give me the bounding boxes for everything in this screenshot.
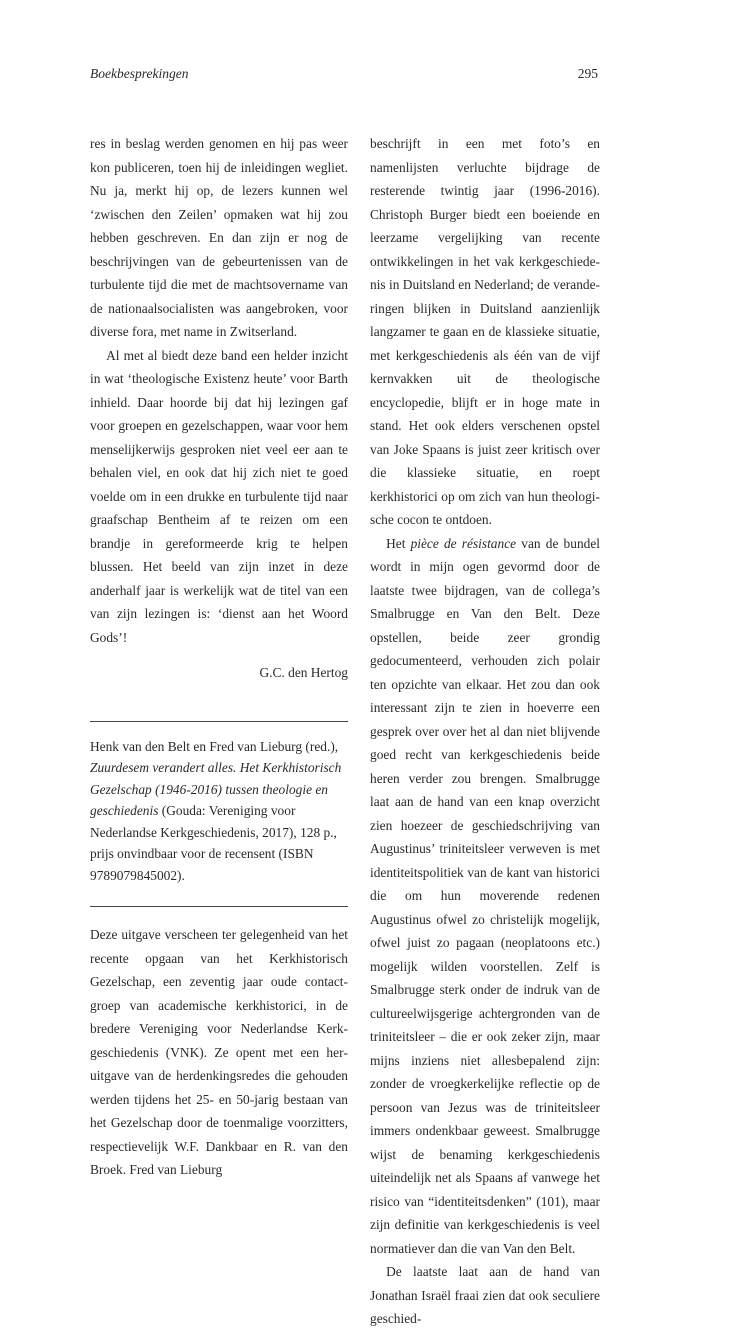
- book-authors: Henk van den Belt en Fred van Lieburg (red.),: [90, 738, 339, 754]
- section-title: Boekbesprekingen: [90, 66, 189, 81]
- text-run: van de bundel wordt in mijn ogen gevormd door de laatste twee bijdragen, van de collega’s Smalbrugge en Van den Belt. Deze opstellen, beide zeer grondig gedocumenteerd, verhouden zich polair ten opzichte van elkaar. Het zou dan ook interessant zijn te zien in hoeverre een gesprek over over het al dan niet blijvende goed recht van kerkgeschiedenis beide heren verder zou brengen. Smalbrugge laat aan de hand van een knap overzicht zien hoezeer de geschiedschrijving van Augustinus’ triniteitsleer verweven is met identiteitspolitiek van de kant van historici die om hun moverende redenen Augustinus ofwel zo christelijk mogelijk, ofwel juist zo pagaan (neoplatoons etc.) mogelijk wilden voorstellen. Zelf is Smalbrugge sterk onder de indruk van de cultureelwijsgerige achtergronden van de triniteitsleer – die er ook zeker zijn, maar mijns inziens niet allesbepalend zijn: zonder de vroegkerkelijke reflectie op de persoon van Jezus was de triniteitsleer immers ondenkbaar geweest. Smalbrugge wijst de benaming kerkgeschiedenis uiteindelijk net als Spaans af vanwege het risico van “identiteitsdenken” (101), maar zijn definitie van kerkgeschiedenis is veel normatiever dan die van Van den Belt.: [370, 535, 600, 1256]
- paragraph-continuation: res in beslag werden genomen en hij pas weer kon publiceren, toen hij de inleidingen wegliet. Nu ja, merkt hij op, de lezers kunnen wel ‘zwischen den Zeilen’ opmaken wat hij zou hebben geschreven. En dan zijn er nog de beschrijvingen van de gebeurtenissen van de turbulente tijd die met de machtsovername van de nationaalsocialisten was aangebroken, voor diverse fora, met name in Zwitserland.: [90, 136, 348, 339]
- page-number: 295: [577, 66, 598, 81]
- right-column: [370, 132, 600, 1331]
- paragraph-barth-conclusion: Al met al biedt deze band een helder inzicht in wat ‘theologische Existenz heute’ voor Barth inhield. Daar hoorde bij dat hij lezingen gaf voor groepen en gezelschappen, waar voor hem menselijkerwijs gesproken niet veel eer aan te behalen viel, en ook dat hij zich niet te goed voelde om in een drukke en turbulente tijd naar graafschap Bentheim af te reizen om een brandje in gereformeerde krig te helpen blussen. Het beeld van zijn inzet in deze anderhalf jaar is werkelijk wat de titel van een van zijn lezingen is: ‘dienst aan het Woord Gods’!: [90, 347, 348, 645]
- review-paragraph: beschrijft in een met foto’s en namenlijsten verluchte bijdrage de resterende twintig jaar (1996-2016). Christoph Burger biedt een boeiende en leerzame vergelijking van recente ontwikkelingen in het vak kerkgeschiedenis in Duitsland en Nederland; de veranderingen blijken in Duitsland aanzienlijk langzamer te gaan en de klassieke situatie, met kerkgeschiedenis als één van de vijf kernvakken uit de theologische encyclopedie, blijft er in hoge mate in stand. Het ook elders verschenen opstel van Joke Spaans is juist zeer kritisch over die klassieke situatie, en roept kerkhistorici op om zich van hun theologische cocon te ontdoen.: [370, 136, 600, 527]
- italic-phrase: pièce de résistance: [410, 535, 517, 551]
- review-paragraph: Deze uitgave verscheen ter gelegenheid van het recente opgaan van het Kerkhistorisch Gezelschap, een zeventig jaar oude contactgroep van academische kerkhistorici, in de bredere Vereniging voor Nederlandse Kerkgeschiedenis (VNK). Ze opent met een heruitgave van de herdenkingsredes die gehouden werden tijdens het 25- en 50-jarig bestaan van het Gezelschap door de toenmalige voorzitters, respectievelijk W.F. Dankbaar en R. van den Broek. Fred van Lieburg: [90, 927, 348, 1177]
- divider-rule: [90, 721, 348, 722]
- book-title: Zuurdesem verandert alles. Het Kerkhistorisch Gezelschap (1946-2016) tussen theologie en geschiedenis: [90, 760, 342, 818]
- left-column: [90, 132, 348, 1182]
- bibliographic-entry: [90, 736, 348, 887]
- divider-rule: [90, 906, 348, 907]
- book-publication: (Gouda: Vereniging voor Nederlandse Kerkgeschiedenis, 2017), 128 p., prijs onvindbaar voor de recensent (ISBN 9789079845002).: [90, 803, 337, 883]
- reviewer-signature: G.C. den Hertog: [259, 665, 348, 680]
- review-paragraph: De laatste laat aan de hand van Jonathan Israël fraai zien dat ook seculiere geschied-: [370, 1264, 600, 1326]
- review-paragraph: [370, 532, 600, 1261]
- text-run: Het: [386, 535, 411, 551]
